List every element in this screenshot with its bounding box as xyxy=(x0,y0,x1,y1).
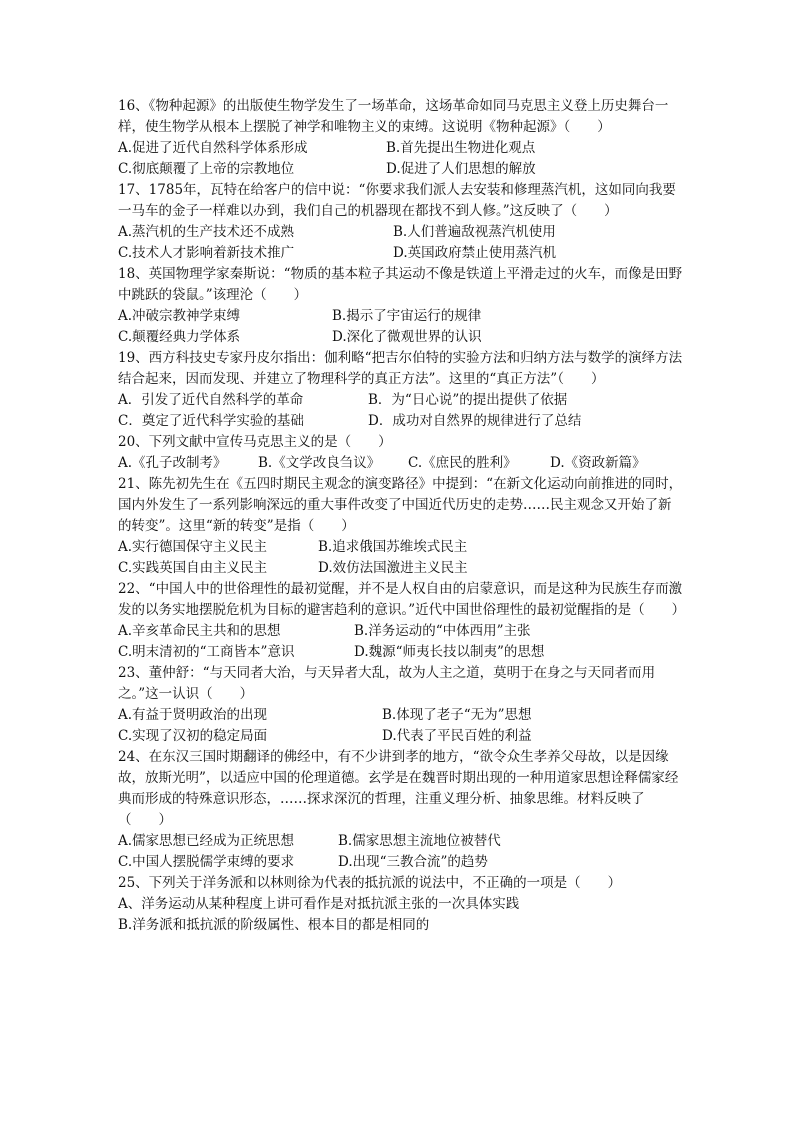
option-row xyxy=(118,705,684,726)
option-row xyxy=(118,621,684,642)
option-c: C.中国人摆脱儒学束缚的要求 xyxy=(118,854,295,870)
option-a: A.冲破宗教神学束缚 xyxy=(118,308,241,324)
option-b: B.揭示了宇宙运行的规律 xyxy=(332,308,482,324)
option-c: C.实现了汉初的稳定局面 xyxy=(118,728,268,744)
option-row xyxy=(118,306,684,327)
question-stem: 17、1785年，瓦特在给客户的信中说：“你要求我们派人去安装和修理蒸汽机，这如同向我要一马车的金子一样难以办到，我们自己的机器现在都找不到人修。”这反映了（ ） xyxy=(118,182,676,219)
option-b: B.儒家思想主流地位被替代 xyxy=(338,833,501,849)
option-row xyxy=(118,243,684,264)
option-d: D.促进了人们思想的解放 xyxy=(386,161,536,177)
option-b: B.体现了老子“无为”思想 xyxy=(382,707,532,723)
question-stem: 18、英国物理学家秦斯说：“物质的基本粒子其运动不像是铁道上平滑走过的火车，而像是田野中跳跃的袋鼠。”该理沦（ ） xyxy=(118,266,683,303)
question-18 xyxy=(118,264,684,348)
option-d: D.英国政府禁止使用蒸汽机 xyxy=(393,245,557,261)
option-b: B.追求俄国苏维埃式民主 xyxy=(318,539,468,555)
question-stem: 23、董仲舒：“与天同者大治，与天异者大乱，故为人主之道，莫明于在身之与天同者而用之。”这一认识（ ） xyxy=(118,665,656,702)
option-row xyxy=(118,327,684,348)
question-22 xyxy=(118,579,684,663)
option-row xyxy=(118,642,684,663)
question-19 xyxy=(118,348,684,432)
option-row xyxy=(118,159,684,180)
option-b: B.《文学改良刍议》 xyxy=(258,455,381,471)
option-a: A．引发了近代自然科学的革命 xyxy=(118,392,304,408)
option-c: C.明末清初的“工商皆本”意识 xyxy=(118,644,295,660)
option-d: D.效仿法国激进主义民主 xyxy=(318,560,468,576)
question-24 xyxy=(118,747,684,873)
option-d: D.魏源“师夷长技以制夷”的思想 xyxy=(354,644,545,660)
option-row xyxy=(118,411,684,432)
option-a: A.蒸汽机的生产技术还不成熟 xyxy=(118,224,295,240)
option-row xyxy=(118,852,684,873)
question-stem: 19、西方科技史专家丹皮尔指出：伽利略“把吉尔伯特的实验方法和归纳方法与数学的演绎方法结合起来，因而发现、并建立了物理科学的真正方法”。这里的“真正方法”（ ） xyxy=(118,350,683,387)
option-c: C.彻底颠覆了上帝的宗教地位 xyxy=(118,161,295,177)
option-d: D.代表了平民百姓的利益 xyxy=(382,728,532,744)
option-a: A.有益于贤明政治的出现 xyxy=(118,707,268,723)
option-b: B.洋务运动的“中体西用”主张 xyxy=(354,623,531,639)
question-stem: 20、下列文献中宣传马克思主义的是（ ） xyxy=(118,434,392,450)
option-c: C.实践英国自由主义民主 xyxy=(118,560,268,576)
question-stem: 22、“中国人中的世俗理性的最初觉醒，并不是人权自由的启蒙意识，而是这种为民族生存而激发的以务实地摆脱危机为目标的避害趋利的意识。”近代中国世俗理性的最初觉醒指的是（ ） xyxy=(118,581,686,618)
option-row xyxy=(118,390,684,411)
option-d: D.《资政新篇》 xyxy=(550,455,646,471)
option-row xyxy=(118,537,684,558)
option-b: B.洋务派和抵抗派的阶级属性、根本目的都是相同的 xyxy=(118,917,430,933)
question-16 xyxy=(118,96,684,180)
option-c: C.《庶民的胜利》 xyxy=(408,455,517,471)
question-stem: 25、下列关于洋务派和以林则徐为代表的抵抗派的说法中，不正确的一项是（ ） xyxy=(118,875,622,891)
option-d: D．成功对自然界的规律进行了总结 xyxy=(368,413,582,429)
question-list xyxy=(118,96,684,936)
option-row xyxy=(118,222,684,243)
option-row xyxy=(118,453,684,474)
option-a: A.《孔子改制考》 xyxy=(118,455,227,471)
option-a: A.儒家思想已经成为正统思想 xyxy=(118,833,295,849)
question-20 xyxy=(118,432,684,474)
option-row xyxy=(118,831,684,852)
option-a: A、洋务运动从某种程度上讲可看作是对抵抗派主张的一次具体实践 xyxy=(118,896,520,912)
question-stem: 21、陈先初先生在《五四时期民主观念的演变路径》中提到：“在新文化运动向前推进的同时，国内外发生了一系列影响深远的重大事件改变了中国近代历史的走势……民主观念又开始了新的转变”。这里“新的转变”是指（ ） xyxy=(118,476,683,534)
option-row xyxy=(118,726,684,747)
question-21 xyxy=(118,474,684,579)
question-25 xyxy=(118,873,684,936)
option-b: B.人们普遍敌视蒸汽机使用 xyxy=(393,224,556,240)
question-17 xyxy=(118,180,684,264)
question-stem: 24、在东汉三国时期翻译的佛经中，有不少讲到孝的地方，“欲令众生孝养父母故，以是因缘故，放斯光明”，以适应中国的伦理道德。玄学是在魏晋时期出现的一种用道家思想诠释儒家经典而形成的特殊意识形态，……探求深沉的哲理，注重义理分析、抽象思维。材料反映了（ ） xyxy=(118,749,679,828)
option-row xyxy=(118,138,684,159)
option-b: B.首先提出生物进化观点 xyxy=(386,140,536,156)
option-c: C.颠覆经典力学体系 xyxy=(118,329,241,345)
option-c: C．奠定了近代科学实验的基础 xyxy=(118,413,304,429)
option-d: D.出现“三教合流”的趋势 xyxy=(338,854,488,870)
question-23 xyxy=(118,663,684,747)
option-a: A.辛亥革命民主共和的思想 xyxy=(118,623,281,639)
question-stem: 16、《物种起源》的出版使生物学发生了一场革命，这场革命如同马克思主义登上历史舞台一样，使生物学从根本上摆脱了神学和唯物主义的束缚。这说明《物种起源》（ ） xyxy=(118,98,669,135)
option-a: A.促进了近代自然科学体系形成 xyxy=(118,140,308,156)
option-b: B．为“日心说”的提出提供了依据 xyxy=(368,392,568,408)
option-d: D.深化了微观世界的认识 xyxy=(332,329,482,345)
option-row xyxy=(118,558,684,579)
option-c: C.技术人才影响着新技术推广 xyxy=(118,245,295,261)
option-a: A.实行德国保守主义民主 xyxy=(118,539,268,555)
